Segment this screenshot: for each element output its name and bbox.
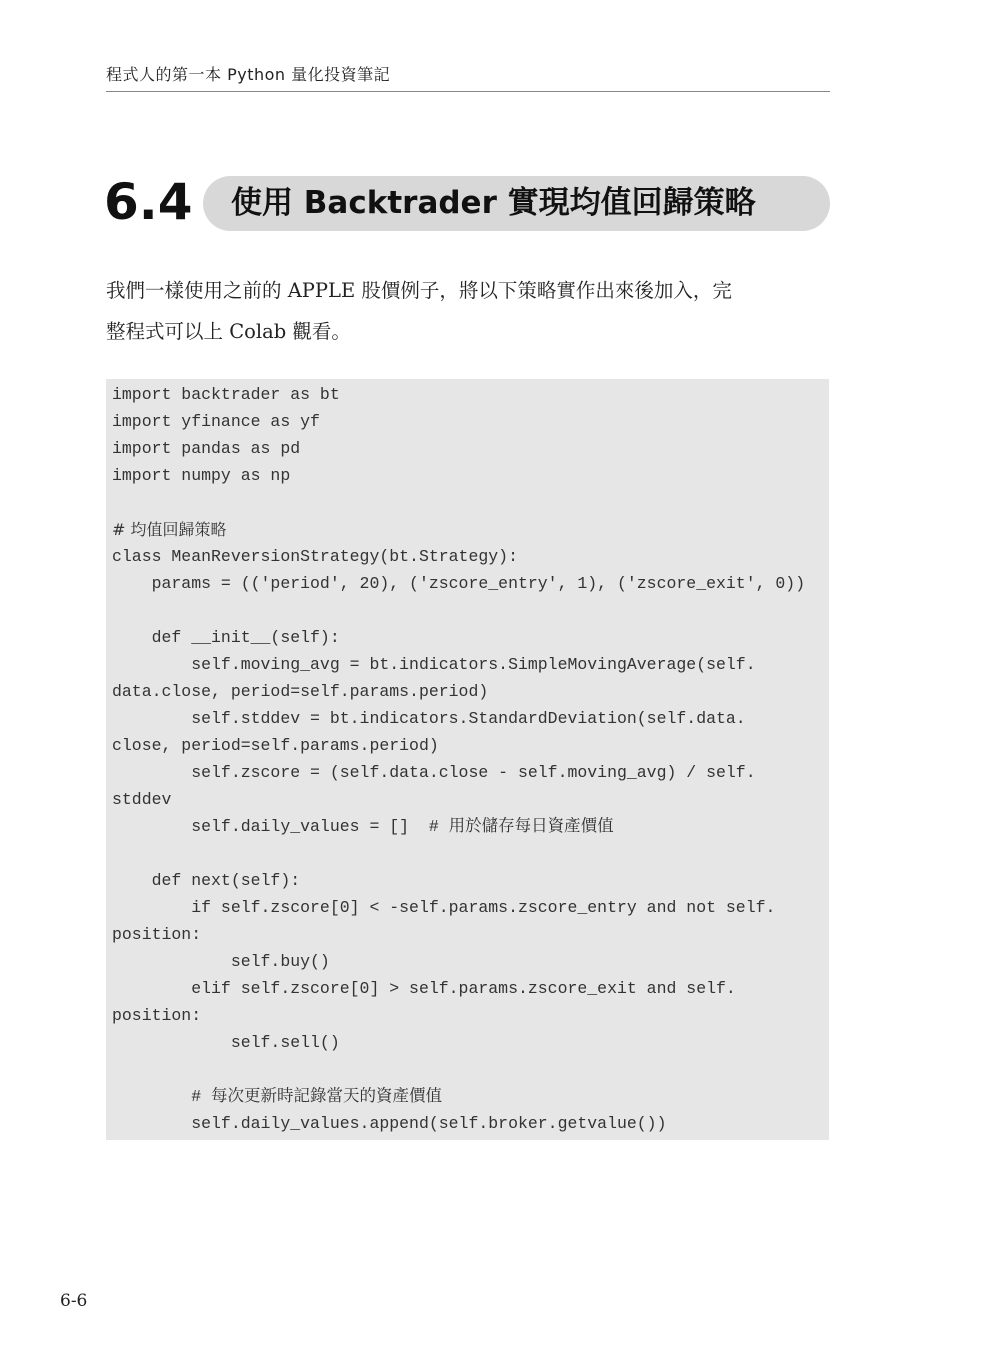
intro-line: 我們一樣使用之前的 APPLE 股價例子，將以下策略實作出來後加入，完 — [106, 279, 732, 302]
code-comment-line: # 均值回歸策略 — [112, 520, 227, 539]
code-line: close, period=self.params.period) — [112, 736, 439, 755]
section-title: 使用 Backtrader 實現均值回歸策略 — [231, 185, 756, 221]
code-line: position: — [112, 1006, 202, 1025]
header-divider — [106, 91, 830, 92]
code-line: position: — [112, 925, 202, 944]
code-line: import backtrader as bt — [112, 385, 340, 404]
page-number: 6-6 — [60, 1291, 88, 1311]
code-comment-line: # 每次更新時記錄當天的資產價值 — [112, 1087, 443, 1106]
section-number: 6.4 — [104, 173, 193, 231]
code-line: self.daily_values = [] # 用於儲存每日資產價值 — [112, 817, 614, 836]
code-block — [106, 379, 829, 1140]
code-line: import pandas as pd — [112, 439, 301, 458]
code-line: self.zscore = (self.data.close - self.moving_avg) / self. — [112, 763, 756, 782]
code-line: self.stddev = bt.indicators.StandardDeviation(self.data. — [112, 709, 746, 728]
code-line: import yfinance as yf — [112, 412, 320, 431]
code-line — [112, 597, 805, 624]
running-header-book-title: 程式人的第一本 Python 量化投資筆記 — [106, 65, 391, 84]
code-line — [112, 1056, 805, 1083]
code-line: self.moving_avg = bt.indicators.SimpleMovingAverage(self. — [112, 655, 756, 674]
code-lines — [112, 381, 805, 1137]
code-line — [112, 840, 805, 867]
code-line — [112, 489, 805, 516]
section-title-banner — [203, 176, 830, 231]
code-line: elif self.zscore[0] > self.params.zscore_exit and self. — [112, 979, 736, 998]
code-line: def __init__(self): — [112, 628, 340, 647]
intro-paragraph — [106, 270, 836, 352]
code-line: stddev — [112, 790, 172, 809]
code-line: self.buy() — [112, 952, 330, 971]
code-line: import numpy as np — [112, 466, 291, 485]
intro-line: 整程式可以上 Colab 觀看。 — [106, 320, 351, 343]
code-line: params = (('period', 20), ('zscore_entry', 1), ('zscore_exit', 0)) — [112, 574, 806, 593]
code-line: self.sell() — [112, 1033, 340, 1052]
code-line: if self.zscore[0] < -self.params.zscore_entry and not self. — [112, 898, 776, 917]
code-line: def next(self): — [112, 871, 301, 890]
code-line: data.close, period=self.params.period) — [112, 682, 489, 701]
code-line: class MeanReversionStrategy(bt.Strategy): — [112, 547, 518, 566]
code-line: self.daily_values.append(self.broker.getvalue()) — [112, 1114, 667, 1133]
